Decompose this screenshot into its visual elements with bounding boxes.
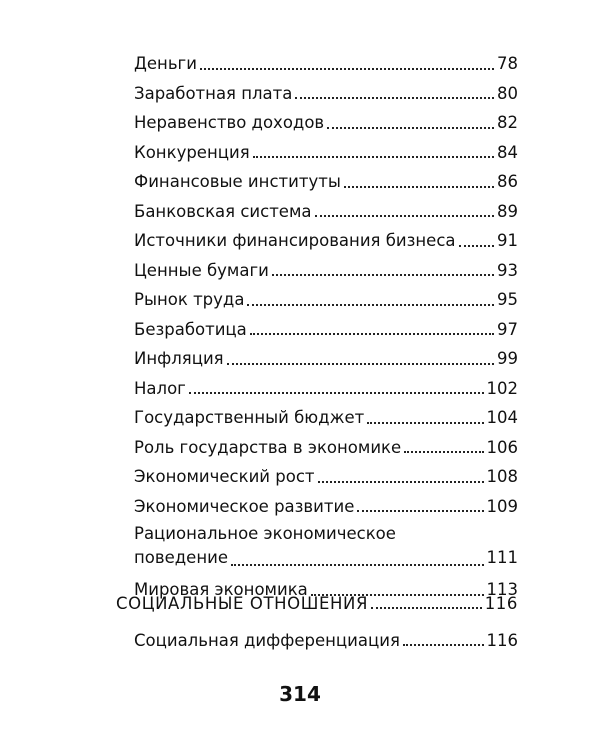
section-title: СОЦИАЛЬНЫЕ ОТНОШЕНИЯ <box>116 594 369 613</box>
toc-entry-title: Ценные бумаги <box>134 260 269 280</box>
toc-entry <box>134 133 518 163</box>
toc-entry-title: Деньги <box>134 54 197 74</box>
dot-leader <box>367 421 483 424</box>
toc-entry-page: 78 <box>497 54 518 74</box>
dot-leader <box>231 563 484 566</box>
toc-entry <box>134 398 518 428</box>
dot-leader <box>253 155 494 158</box>
toc-entry-page: 97 <box>497 319 518 339</box>
toc-entry-page: 108 <box>486 467 518 487</box>
toc-entry-page: 111 <box>486 548 518 567</box>
toc-entry <box>134 310 518 340</box>
toc-entry-page: 86 <box>497 172 518 192</box>
page-number: 314 <box>279 682 321 706</box>
toc-entry <box>134 44 518 74</box>
toc-entry-title: Рынок труда <box>134 290 245 310</box>
toc-entry-title-line1: Рациональное экономическое <box>134 524 396 543</box>
toc-entry-title: Источники финансирования бизнеса <box>134 231 456 251</box>
dot-leader <box>247 303 494 306</box>
toc-entry-title: Инфляция <box>134 349 224 369</box>
toc-entry <box>134 369 518 399</box>
toc-entry <box>134 339 518 369</box>
dot-leader <box>403 643 484 646</box>
toc-entry-title: Конкуренция <box>134 142 250 162</box>
toc-entry <box>134 74 518 104</box>
toc-entry-page: 80 <box>497 83 518 103</box>
toc-entry <box>134 516 518 570</box>
section-page: 116 <box>484 594 518 613</box>
toc-entry-title: Социальная дифференциация <box>134 631 400 650</box>
toc-entry <box>134 428 518 458</box>
dot-leader <box>200 67 494 70</box>
toc-entry <box>134 457 518 487</box>
toc-entry-page: 109 <box>486 496 518 516</box>
table-of-contents <box>134 44 518 600</box>
toc-entry-title: Мировая экономика <box>134 580 308 600</box>
toc-entry-page: 102 <box>486 378 518 398</box>
dot-leader <box>404 450 483 453</box>
toc-entry-page: 116 <box>486 631 518 650</box>
toc-entry <box>134 221 518 251</box>
toc-entry <box>134 192 518 222</box>
dot-leader <box>371 606 482 609</box>
toc-entry-title: Государственный бюджет <box>134 408 365 428</box>
toc-entry-page: 99 <box>497 349 518 369</box>
toc-entry-page: 95 <box>497 290 518 310</box>
dot-leader <box>250 332 494 335</box>
toc-entry-page: 89 <box>497 201 518 221</box>
toc-entry-page: 91 <box>497 231 518 251</box>
toc-entry-title: Налог <box>134 378 186 398</box>
toc-entry-title: Заработная плата <box>134 83 293 103</box>
dot-leader <box>272 273 494 276</box>
dot-leader <box>295 96 494 99</box>
toc-entry <box>134 251 518 281</box>
dot-leader <box>227 362 494 365</box>
dot-leader <box>357 509 483 512</box>
toc-entry-page: 84 <box>497 142 518 162</box>
dot-leader <box>318 480 484 483</box>
toc-entry-page: 113 <box>486 580 518 600</box>
toc-entry <box>134 280 518 310</box>
toc-entry-page: 93 <box>497 260 518 280</box>
toc-entry-title: Финансовые институты <box>134 172 341 192</box>
toc-entry <box>134 162 518 192</box>
toc-entry-title: Роль государства в экономике <box>134 437 402 457</box>
toc-entry-title: Экономический рост <box>134 467 315 487</box>
toc-entry-title: Банковская система <box>134 201 312 221</box>
toc-entry <box>134 487 518 517</box>
toc-entry-page: 104 <box>486 408 518 428</box>
toc-entry-title: Неравенство доходов <box>134 113 325 133</box>
toc-entry <box>134 631 518 650</box>
dot-leader <box>344 185 494 188</box>
toc-section-heading <box>116 594 518 613</box>
toc-entry-title: Безработица <box>134 319 247 339</box>
toc-entry-title-line2: поведение <box>134 548 228 567</box>
toc-entry-title: Экономическое развитие <box>134 496 355 516</box>
toc-entry-page: 82 <box>497 113 518 133</box>
dot-leader <box>459 244 494 247</box>
toc-entry-page: 106 <box>486 437 518 457</box>
dot-leader <box>315 214 494 217</box>
dot-leader <box>189 391 484 394</box>
dot-leader <box>327 126 494 129</box>
toc-entry <box>134 103 518 133</box>
